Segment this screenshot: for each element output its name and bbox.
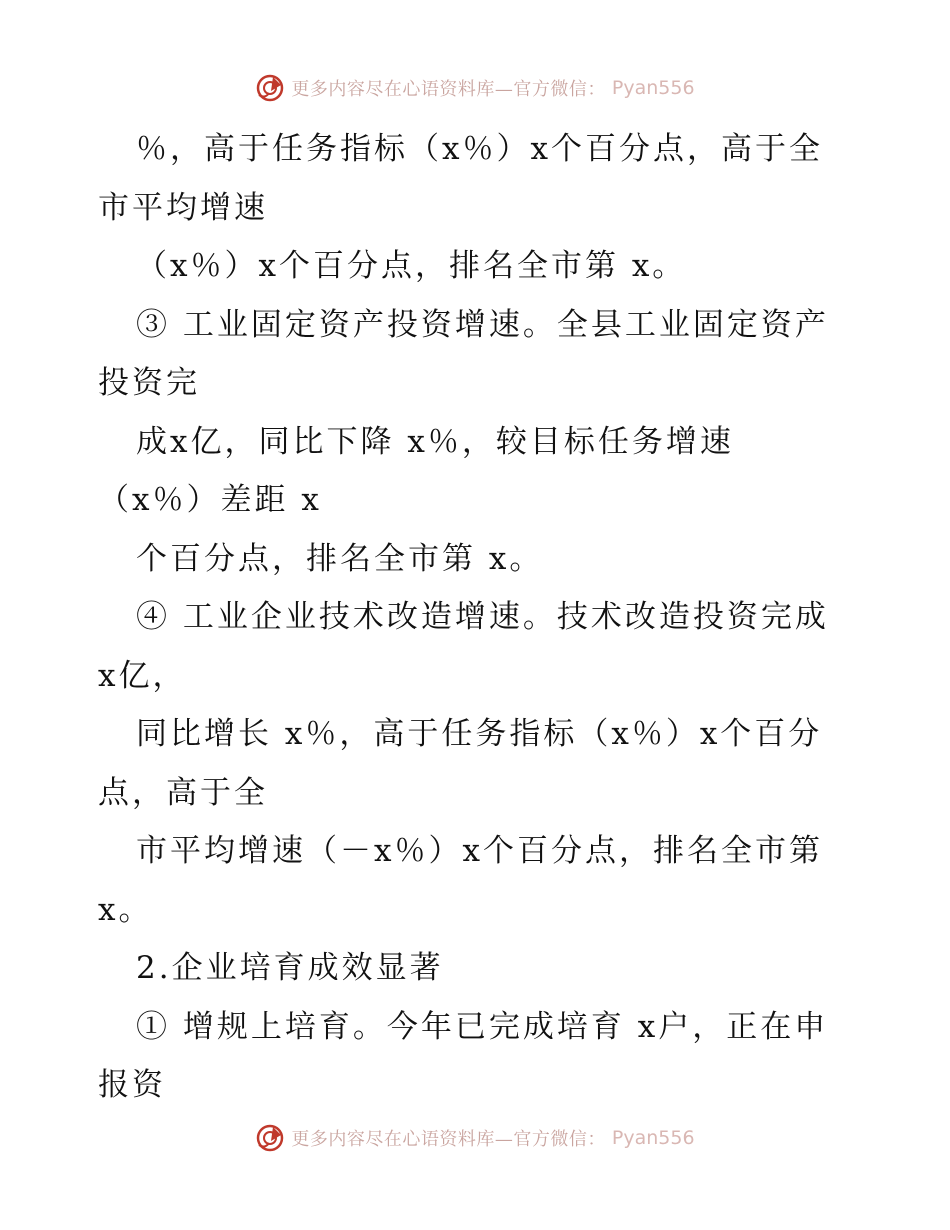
header-banner-inner	[255, 73, 694, 103]
text-line: 成x亿，同比下降 x％，较目标任务增速	[136, 423, 734, 460]
header-wechat-id: Pyan556	[611, 77, 695, 99]
text-line: x。	[98, 891, 153, 928]
footer-banner	[0, 1118, 950, 1158]
footer-banner-text: 更多内容尽在心语资料库—官方微信：	[291, 1129, 606, 1150]
text-line: x亿，	[98, 657, 187, 694]
text-line: 点，高于全	[98, 774, 268, 811]
text-line: 同比增长 x％，高于任务指标（x％）x个百分	[136, 716, 823, 752]
text-line: ％，高于任务指标（x％）x个百分点，高于全	[136, 131, 823, 167]
text-line: 个百分点，排名全市第 x。	[136, 540, 544, 577]
text-line: ③ 工业固定资产投资增速。全县工业固定资产	[136, 306, 829, 343]
brand-logo-icon	[255, 1123, 285, 1153]
text-line: 报资	[98, 1067, 166, 1103]
footer-banner-inner	[255, 1123, 694, 1153]
body-text	[98, 120, 838, 1115]
brand-logo-icon	[255, 73, 285, 103]
text-line: 投资完	[98, 365, 200, 401]
text-line: （x％）差距 x	[98, 482, 322, 518]
header-banner-text: 更多内容尽在心语资料库—官方微信：	[291, 79, 606, 100]
text-line: ④ 工业企业技术改造增速。技术改造投资完成	[136, 599, 829, 635]
header-banner	[0, 68, 950, 108]
footer-wechat-id: Pyan556	[611, 1127, 695, 1149]
text-line: 2.企业培育成效显著	[136, 950, 444, 986]
text-line: （x％）x个百分点，排名全市第 x。	[136, 248, 687, 284]
text-line: 市平均增速（－x％）x个百分点，排名全市第	[136, 833, 823, 869]
text-line: 市平均增速	[98, 189, 268, 226]
text-line: ① 增规上培育。今年已完成培育 x户，正在申	[136, 1008, 829, 1045]
